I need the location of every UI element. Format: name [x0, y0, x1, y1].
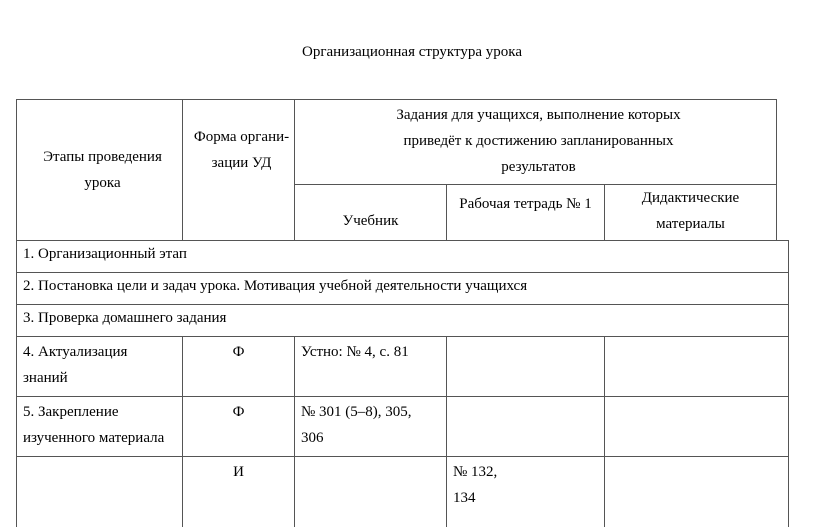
header-didactic: [605, 185, 777, 241]
header-tasks-line-1: Задания для учащихся, выполнение которых: [396, 107, 681, 123]
row-5-stage-line-2: изученного материала: [23, 430, 165, 446]
row-6-didactic: [605, 457, 789, 527]
row-4-workbook: [447, 337, 605, 397]
row-6-stage: [17, 457, 183, 527]
section-goal-stage: 2. Постановка цели и задач урока. Мотивация учебной деятельности учащихся: [17, 273, 789, 305]
section-homework-stage: 3. Проверка домашнего задания: [17, 305, 789, 337]
header-form-line-1: Форма органи-: [193, 129, 290, 145]
header-textbook: Учебник: [295, 185, 447, 241]
header-stages-line-1: Этапы проведения: [43, 149, 162, 165]
section-row-1: [17, 241, 789, 273]
row-4-textbook: [295, 337, 447, 397]
row-5-textbook-line-1: № 301 (5–8), 305,: [301, 404, 412, 420]
header-form: [183, 100, 295, 241]
row-5-textbook-line-2: 306: [301, 430, 324, 446]
header-didactic-line-1: Дидактические: [641, 190, 740, 206]
row-4-form: Ф: [183, 337, 295, 397]
row-5-stage: [17, 397, 183, 457]
section-row-2: [17, 273, 789, 305]
header-row-1: [17, 100, 789, 185]
row-5-workbook: [447, 397, 605, 457]
lesson-structure-table: [16, 99, 789, 527]
spacer: [777, 100, 789, 185]
row-4-didactic: [605, 337, 789, 397]
row-5-form: Ф: [183, 397, 295, 457]
header-tasks-line-2: приведёт к достижению запланированных: [403, 133, 674, 149]
header-tasks: [295, 100, 777, 185]
spacer: [777, 185, 789, 241]
row-4-stage-line-2: знаний: [23, 370, 68, 386]
section-row-3: [17, 305, 789, 337]
row-5-textbook: [295, 397, 447, 457]
row-6-workbook-line-1: № 132,: [453, 464, 498, 480]
header-stages: [17, 100, 183, 241]
header-workbook: Рабочая тетрадь № 1: [447, 185, 605, 241]
section-org-stage: 1. Организационный этап: [17, 241, 789, 273]
table-row: [17, 457, 789, 527]
page-title: Организационная структура урока: [302, 44, 522, 60]
header-tasks-line-3: результатов: [501, 159, 576, 175]
header-didactic-line-2: материалы: [656, 216, 725, 232]
row-6-workbook: [447, 457, 605, 527]
row-6-textbook: [295, 457, 447, 527]
table-row: [17, 337, 789, 397]
row-6-form: И: [183, 457, 295, 527]
row-5-stage-line-1: 5. Закрепление: [23, 404, 119, 420]
row-4-textbook-line-1: Устно: № 4, с. 81: [301, 344, 409, 360]
row-4-stage-line-1: 4. Актуализация: [23, 344, 128, 360]
header-form-line-2: зации УД: [211, 155, 272, 171]
row-5-didactic: [605, 397, 789, 457]
row-6-workbook-line-2: 134: [453, 490, 476, 506]
header-stages-line-2: урока: [84, 175, 121, 191]
table-row: [17, 397, 789, 457]
row-4-stage: [17, 337, 183, 397]
